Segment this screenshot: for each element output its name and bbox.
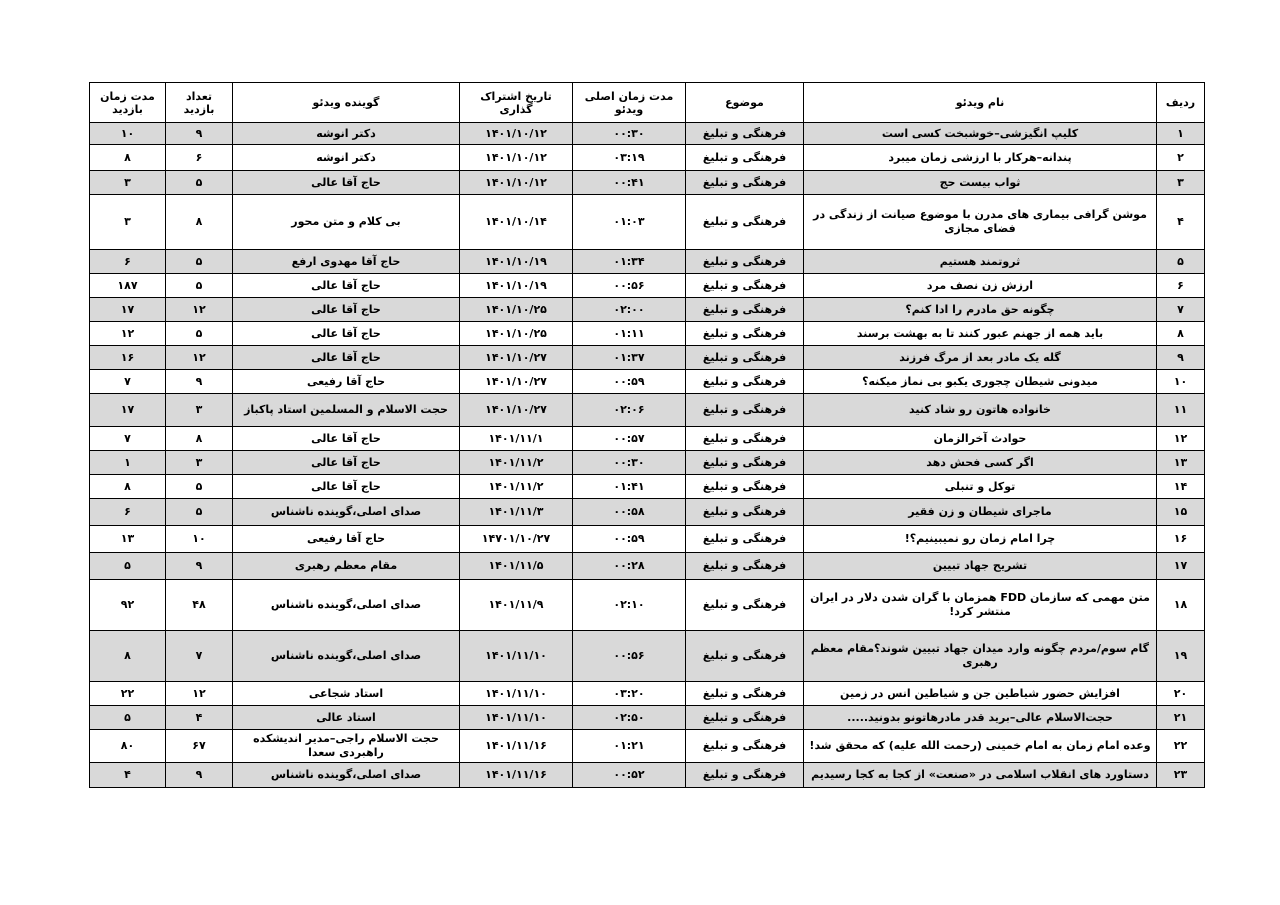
header-topic: موضوع [686, 83, 804, 123]
cell-share-date: ۱۴۰۱/۱۰/۱۹ [460, 250, 573, 274]
table-row [90, 346, 1205, 370]
cell-topic: فرهنگی و تبلیغ [686, 553, 804, 580]
cell-duration: ۰۱:۳۴ [573, 250, 686, 274]
table-row [90, 631, 1205, 682]
cell-duration: ۰۱:۰۳ [573, 195, 686, 250]
cell-view-time: ۳ [90, 171, 166, 195]
cell-view-time: ۸ [90, 631, 166, 682]
cell-view-count: ۵ [166, 322, 233, 346]
cell-view-count: ۸ [166, 195, 233, 250]
cell-share-date: ۱۴۰۱/۱۱/۵ [460, 553, 573, 580]
cell-row-number: ۵ [1157, 250, 1205, 274]
cell-duration: ۰۱:۴۱ [573, 475, 686, 499]
cell-row-number: ۳ [1157, 171, 1205, 195]
cell-share-date: ۱۴۰۱/۱۰/۱۲ [460, 145, 573, 171]
cell-row-number: ۶ [1157, 274, 1205, 298]
cell-topic: فرهنگی و تبلیغ [686, 274, 804, 298]
cell-video-name: خانواده هاتون رو شاد کنید [804, 394, 1157, 427]
cell-share-date: ۱۴۰۱/۱۰/۲۵ [460, 322, 573, 346]
cell-view-count: ۹ [166, 763, 233, 788]
cell-video-name: متن مهمی که سازمان FDD همزمان با گران شدن دلار در ایران منتشر کرد! [804, 580, 1157, 631]
header-view-count: تعداد بازدید [166, 83, 233, 123]
cell-topic: فرهنگی و تبلیغ [686, 250, 804, 274]
header-row [90, 83, 1205, 123]
cell-topic: فرهنگی و تبلیغ [686, 706, 804, 730]
cell-topic: فرهنگی و تبلیغ [686, 763, 804, 788]
cell-video-name: ثروتمند هستیم [804, 250, 1157, 274]
cell-topic: فرهنگی و تبلیغ [686, 580, 804, 631]
cell-row-number: ۱۲ [1157, 427, 1205, 451]
cell-row-number: ۱۶ [1157, 526, 1205, 553]
cell-view-time: ۱۰ [90, 123, 166, 145]
table-row [90, 145, 1205, 171]
table-row [90, 274, 1205, 298]
cell-video-name: گله یک مادر بعد از مرگ فرزند [804, 346, 1157, 370]
cell-duration: ۰۰:۵۶ [573, 274, 686, 298]
cell-row-number: ۲۰ [1157, 682, 1205, 706]
cell-speaker: حاج آقا عالی [233, 298, 460, 322]
cell-video-name: باید همه از جهنم عبور کنند تا به بهشت برسند [804, 322, 1157, 346]
cell-video-name: اگر کسی فحش دهد [804, 451, 1157, 475]
cell-speaker: صدای اصلی،گوینده ناشناس [233, 580, 460, 631]
cell-row-number: ۹ [1157, 346, 1205, 370]
cell-row-number: ۱۳ [1157, 451, 1205, 475]
cell-share-date: ۱۴۰۱/۱۰/۱۲ [460, 123, 573, 145]
cell-view-count: ۷ [166, 631, 233, 682]
cell-speaker: حجت الاسلام راجی–مدیر اندیشکده راهبردی سعدا [233, 730, 460, 763]
cell-speaker: مقام معظم رهبری [233, 553, 460, 580]
cell-duration: ۰۰:۳۰ [573, 451, 686, 475]
cell-view-count: ۸ [166, 427, 233, 451]
video-table [89, 82, 1205, 788]
cell-view-time: ۶ [90, 499, 166, 526]
table-row [90, 195, 1205, 250]
cell-video-name: حجت‌الاسلام عالی–برید قدر مادرهاتونو بدونید..... [804, 706, 1157, 730]
cell-row-number: ۲۳ [1157, 763, 1205, 788]
cell-video-name: تشریح جهاد تبیین [804, 553, 1157, 580]
header-row-number: ردیف [1157, 83, 1205, 123]
cell-view-count: ۱۲ [166, 298, 233, 322]
table-row [90, 730, 1205, 763]
cell-duration: ۰۳:۱۹ [573, 145, 686, 171]
cell-share-date: ۱۴۰۱/۱۱/۳ [460, 499, 573, 526]
cell-view-time: ۱۷ [90, 298, 166, 322]
cell-share-date: ۱۴۰۱/۱۰/۲۷ [460, 370, 573, 394]
cell-video-name: ارزش زن نصف مرد [804, 274, 1157, 298]
cell-row-number: ۲۱ [1157, 706, 1205, 730]
table-row [90, 580, 1205, 631]
cell-video-name: موشن گرافی بیماری های مدرن با موضوع صیانت از زندگی در فضای مجازی [804, 195, 1157, 250]
cell-share-date: ۱۴۰۱/۱۰/۱۴ [460, 195, 573, 250]
cell-speaker: حاج آقا عالی [233, 451, 460, 475]
table-row [90, 298, 1205, 322]
table-row [90, 171, 1205, 195]
cell-view-count: ۴۸ [166, 580, 233, 631]
cell-speaker: حاج آقا عالی [233, 346, 460, 370]
cell-share-date: ۱۴۰۱/۱۱/۱۶ [460, 763, 573, 788]
cell-video-name: افزایش حضور شیاطین جن و شیاطین انس در زمین [804, 682, 1157, 706]
cell-row-number: ۱۸ [1157, 580, 1205, 631]
cell-view-time: ۳ [90, 195, 166, 250]
cell-duration: ۰۰:۵۶ [573, 631, 686, 682]
cell-view-count: ۹ [166, 123, 233, 145]
cell-duration: ۰۱:۳۷ [573, 346, 686, 370]
table-row [90, 475, 1205, 499]
table-row [90, 763, 1205, 788]
cell-topic: فرهنگی و تبلیغ [686, 631, 804, 682]
cell-duration: ۰۰:۵۹ [573, 370, 686, 394]
table-row [90, 682, 1205, 706]
cell-video-name: ماجرای شیطان و زن فقیر [804, 499, 1157, 526]
cell-video-name: گام سوم/مردم چگونه وارد میدان جهاد تبیین شوند؟مقام معظم رهبری [804, 631, 1157, 682]
cell-video-name: توکل و تنبلی [804, 475, 1157, 499]
cell-duration: ۰۰:۵۸ [573, 499, 686, 526]
cell-duration: ۰۲:۵۰ [573, 706, 686, 730]
cell-topic: فرهنگی و تبلیغ [686, 171, 804, 195]
table-row [90, 451, 1205, 475]
cell-duration: ۰۰:۵۲ [573, 763, 686, 788]
cell-row-number: ۸ [1157, 322, 1205, 346]
cell-topic: فرهنگی و تبلیغ [686, 499, 804, 526]
cell-view-time: ۶ [90, 250, 166, 274]
cell-duration: ۰۱:۲۱ [573, 730, 686, 763]
table-row [90, 427, 1205, 451]
cell-share-date: ۱۴۰۱/۱۱/۱ [460, 427, 573, 451]
cell-speaker: استاد عالی [233, 706, 460, 730]
cell-view-count: ۶۷ [166, 730, 233, 763]
cell-speaker: صدای اصلی،گوینده ناشناس [233, 631, 460, 682]
table-row [90, 322, 1205, 346]
cell-row-number: ۱۵ [1157, 499, 1205, 526]
cell-view-count: ۵ [166, 499, 233, 526]
table-row [90, 706, 1205, 730]
cell-view-time: ۱۷ [90, 394, 166, 427]
header-speaker: گوینده ویدئو [233, 83, 460, 123]
cell-view-count: ۶ [166, 145, 233, 171]
cell-topic: فرهنگی و تبلیغ [686, 298, 804, 322]
cell-row-number: ۱۷ [1157, 553, 1205, 580]
cell-video-name: چرا امام زمان رو نمیبینیم؟! [804, 526, 1157, 553]
cell-share-date: ۱۴۰۱/۱۱/۱۰ [460, 631, 573, 682]
cell-view-time: ۸ [90, 145, 166, 171]
cell-view-time: ۱۲ [90, 322, 166, 346]
cell-speaker: حاج آقا مهدوی ارفع [233, 250, 460, 274]
cell-row-number: ۱۹ [1157, 631, 1205, 682]
cell-view-count: ۵ [166, 274, 233, 298]
header-video-name: نام ویدئو [804, 83, 1157, 123]
cell-topic: فرهنگی و تبلیغ [686, 427, 804, 451]
cell-duration: ۰۲:۰۰ [573, 298, 686, 322]
cell-row-number: ۱۱ [1157, 394, 1205, 427]
cell-video-name: ثواب بیست حج [804, 171, 1157, 195]
cell-row-number: ۷ [1157, 298, 1205, 322]
cell-share-date: ۱۴۰۱/۱۱/۱۰ [460, 682, 573, 706]
cell-duration: ۰۰:۵۷ [573, 427, 686, 451]
table-row [90, 526, 1205, 553]
cell-row-number: ۱۰ [1157, 370, 1205, 394]
cell-view-time: ۷ [90, 427, 166, 451]
cell-view-time: ۸۰ [90, 730, 166, 763]
cell-share-date: ۱۴۰۱/۱۰/۲۷ [460, 346, 573, 370]
cell-row-number: ۴ [1157, 195, 1205, 250]
cell-duration: ۰۲:۰۶ [573, 394, 686, 427]
cell-view-count: ۱۲ [166, 682, 233, 706]
cell-speaker: حاج آقا رفیعی [233, 526, 460, 553]
cell-duration: ۰۰:۳۰ [573, 123, 686, 145]
cell-speaker: صدای اصلی،گوینده ناشناس [233, 499, 460, 526]
cell-topic: فرهنگی و تبلیغ [686, 195, 804, 250]
cell-duration: ۰۱:۱۱ [573, 322, 686, 346]
cell-row-number: ۱ [1157, 123, 1205, 145]
cell-speaker: حجت الاسلام و المسلمین استاد پاکباز [233, 394, 460, 427]
cell-speaker: دکتر انوشه [233, 145, 460, 171]
cell-share-date: ۱۴۰۱/۱۱/۹ [460, 580, 573, 631]
cell-share-date: ۱۴۷۰۱/۱۰/۲۷ [460, 526, 573, 553]
cell-speaker: حاج آقا عالی [233, 475, 460, 499]
cell-view-count: ۵ [166, 475, 233, 499]
cell-topic: فرهنگی و تبلیغ [686, 123, 804, 145]
cell-view-time: ۱ [90, 451, 166, 475]
cell-speaker: حاج آقا عالی [233, 322, 460, 346]
cell-view-time: ۲۲ [90, 682, 166, 706]
cell-video-name: دستاورد های انقلاب اسلامی در «صنعت» از کجا به کجا رسیدیم [804, 763, 1157, 788]
cell-row-number: ۲۲ [1157, 730, 1205, 763]
cell-speaker: بی کلام و متن محور [233, 195, 460, 250]
cell-share-date: ۱۴۰۱/۱۰/۲۷ [460, 394, 573, 427]
cell-view-count: ۴ [166, 706, 233, 730]
cell-duration: ۰۲:۱۰ [573, 580, 686, 631]
cell-view-count: ۱۰ [166, 526, 233, 553]
cell-topic: فرهنگی و تبلیغ [686, 370, 804, 394]
cell-speaker: حاج آقا عالی [233, 274, 460, 298]
cell-row-number: ۱۴ [1157, 475, 1205, 499]
cell-topic: فرهنگی و تبلیغ [686, 526, 804, 553]
cell-topic: فرهنگی و تبلیغ [686, 682, 804, 706]
cell-speaker: صدای اصلی،گوینده ناشناس [233, 763, 460, 788]
cell-duration: ۰۰:۲۸ [573, 553, 686, 580]
cell-video-name: میدونی شیطان چجوری یکبو بی نماز میکنه؟ [804, 370, 1157, 394]
cell-share-date: ۱۴۰۱/۱۱/۱۰ [460, 706, 573, 730]
cell-topic: فرهنگی و تبلیغ [686, 322, 804, 346]
cell-duration: ۰۰:۵۹ [573, 526, 686, 553]
table-row [90, 250, 1205, 274]
table-row [90, 370, 1205, 394]
cell-view-count: ۹ [166, 370, 233, 394]
cell-view-count: ۱۲ [166, 346, 233, 370]
cell-speaker: حاج آقا عالی [233, 171, 460, 195]
header-view-time: مدت زمان بازدید [90, 83, 166, 123]
cell-view-time: ۱۶ [90, 346, 166, 370]
cell-speaker: دکتر انوشه [233, 123, 460, 145]
header-share-date: تاریخ اشتراک گذاری [460, 83, 573, 123]
cell-view-time: ۱۳ [90, 526, 166, 553]
table-row [90, 123, 1205, 145]
cell-video-name: چگونه حق مادرم را ادا کنم؟ [804, 298, 1157, 322]
cell-topic: فرهنگی و تبلیغ [686, 730, 804, 763]
cell-share-date: ۱۴۰۱/۱۱/۲ [460, 451, 573, 475]
cell-share-date: ۱۴۰۱/۱۰/۲۵ [460, 298, 573, 322]
cell-share-date: ۱۴۰۱/۱۱/۱۶ [460, 730, 573, 763]
table-row [90, 394, 1205, 427]
cell-view-time: ۹۲ [90, 580, 166, 631]
cell-view-count: ۳ [166, 394, 233, 427]
table-row [90, 553, 1205, 580]
cell-view-time: ۷ [90, 370, 166, 394]
cell-topic: فرهنگی و تبلیغ [686, 451, 804, 475]
cell-topic: فرهنگی و تبلیغ [686, 346, 804, 370]
cell-view-time: ۱۸۷ [90, 274, 166, 298]
header-duration: مدت زمان اصلی ویدئو [573, 83, 686, 123]
cell-speaker: حاج آقا رفیعی [233, 370, 460, 394]
cell-video-name: وعده امام زمان به امام خمینی (رحمت الله علیه) که محقق شد! [804, 730, 1157, 763]
cell-topic: فرهنگی و تبلیغ [686, 145, 804, 171]
cell-share-date: ۱۴۰۱/۱۰/۱۲ [460, 171, 573, 195]
cell-view-count: ۳ [166, 451, 233, 475]
cell-video-name: حوادث آخرالزمان [804, 427, 1157, 451]
cell-speaker: استاد شجاعی [233, 682, 460, 706]
cell-view-count: ۹ [166, 553, 233, 580]
cell-share-date: ۱۴۰۱/۱۰/۱۹ [460, 274, 573, 298]
cell-view-time: ۵ [90, 553, 166, 580]
cell-topic: فرهنگی و تبلیغ [686, 475, 804, 499]
cell-topic: فرهنگی و تبلیغ [686, 394, 804, 427]
cell-view-time: ۴ [90, 763, 166, 788]
cell-duration: ۰۰:۴۱ [573, 171, 686, 195]
cell-video-name: پندانه–هرکار با ارزشی زمان میبرد [804, 145, 1157, 171]
cell-view-count: ۵ [166, 171, 233, 195]
table-row [90, 499, 1205, 526]
cell-row-number: ۲ [1157, 145, 1205, 171]
cell-view-count: ۵ [166, 250, 233, 274]
cell-speaker: حاج آقا عالی [233, 427, 460, 451]
cell-video-name: کلیپ انگیزشی–خوشبخت کسی است [804, 123, 1157, 145]
cell-duration: ۰۳:۲۰ [573, 682, 686, 706]
cell-share-date: ۱۴۰۱/۱۱/۲ [460, 475, 573, 499]
cell-view-time: ۵ [90, 706, 166, 730]
cell-view-time: ۸ [90, 475, 166, 499]
